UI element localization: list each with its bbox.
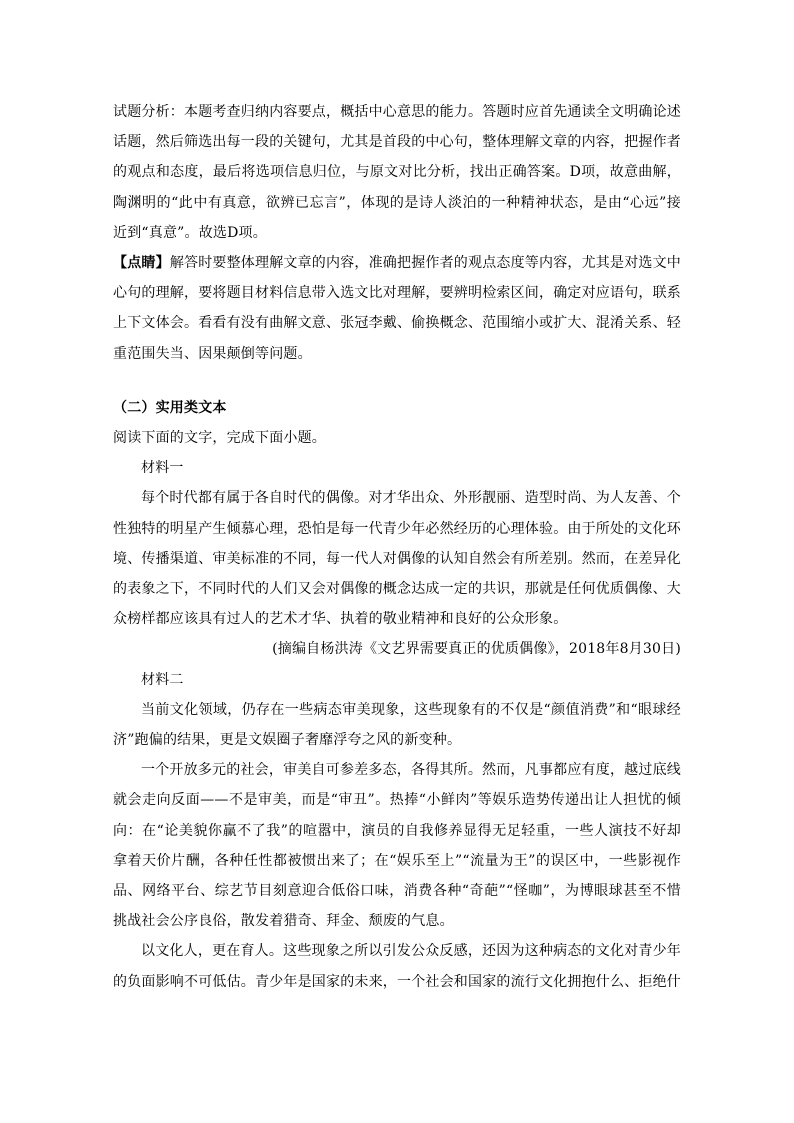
material1-body: 每个时代都有属于各自时代的偶像。对才华出众、外形靓丽、造型时尚、为人友善、个性独特的明星产生倾慕心理，恐怕是每一代青少年必然经历的心理体验。由于所处的文化环境、传播渠道、审美标准的不同，每一代人对偶像的认知自然会有所差别。然而，在差异化的表象之下，不同时代的人们又会对偶像的概念达成一定的共识，那就是任何优质偶像、大众榜样都应该具有过人的艺术才华、执着的敬业精神和良好的公众形象。 xyxy=(113,490,681,628)
tip-label: 【点睛】 xyxy=(113,255,170,272)
tip-text: 解答时要整体理解文章的内容，准确把握作者的观点态度等内容，尤其是对选文中心句的理解，要将题目材料信息带入选文比对理解，要辨明检索区间，确定对应语句，联系上下文体会。看看有没有曲解文意、张冠李戴、偷换概念、范围缩小或扩大、混淆关系、轻重范围失当、因果颠倒等问题。 xyxy=(113,255,682,362)
material2-label: 材料二 xyxy=(141,671,184,688)
material2-paragraph-3: 以文化人，更在育人。这些现象之所以引发公众反感，还因为这种病态的文化对青少年的负面影响不可低估。青少年是国家的未来，一个社会和国家的流行文化拥抱什么、拒绝什 xyxy=(113,943,681,990)
section-instruction: 阅读下面的文字，完成下面小题。 xyxy=(113,430,326,447)
material2-paragraph-1: 当前文化领域，仍存在一些病态审美现象，这些现象有的不仅是“颜值消费”和“眼球经济”跑偏的结果，更是文娱圈子奢靡浮夸之风的新变种。 xyxy=(113,701,681,749)
analysis-paragraph: 试题分析：本题考查归纳内容要点，概括中心意思的能力。答题时应首先通读全文明确论述话题，然后筛选出每一段的关键句，尤其是首段的中心句，整体理解文章的内容，把握作者的观点和态度，最后将选项信息归位，与原文对比分析，找出正确答案。D项，故意曲解，陶渊明的“此中有真意，欲辨已忘言”，体现的是诗人淡泊的一种精神状态，是由“心远”接近到“真意”。故选D项。 xyxy=(113,104,681,241)
material2-paragraph-2: 一个开放多元的社会，审美自可参差多态，各得其所。然而，凡事都应有度，越过底线就会走向反面——不是审美，而是“审丑”。热捧“小鲜肉”等娱乐造势传递出让人担忧的倾向：在“论美貌你赢不了我”的喧嚣中，演员的自我修养显得无足轻重，一些人演技不好却拿着天价片酬，各种任性都被惯出来了；在“娱乐至上”“流量为王”的误区中，一些影视作品、网络平台、综艺节目刻意迎合低俗口味，消费各种“奇葩”“怪咖”，为博眼球甚至不惜挑战社会公序良俗，散发着猎奇、拜金、颓废的气息。 xyxy=(113,762,681,930)
material1-source: (摘编自杨洪涛《文艺界需要真正的优质偶像》，2018年8月30日) xyxy=(272,641,681,658)
section-heading: （二）实用类文本 xyxy=(113,399,227,416)
material1-label: 材料一 xyxy=(141,460,184,477)
tip-paragraph xyxy=(113,248,681,369)
document-page xyxy=(113,97,681,997)
